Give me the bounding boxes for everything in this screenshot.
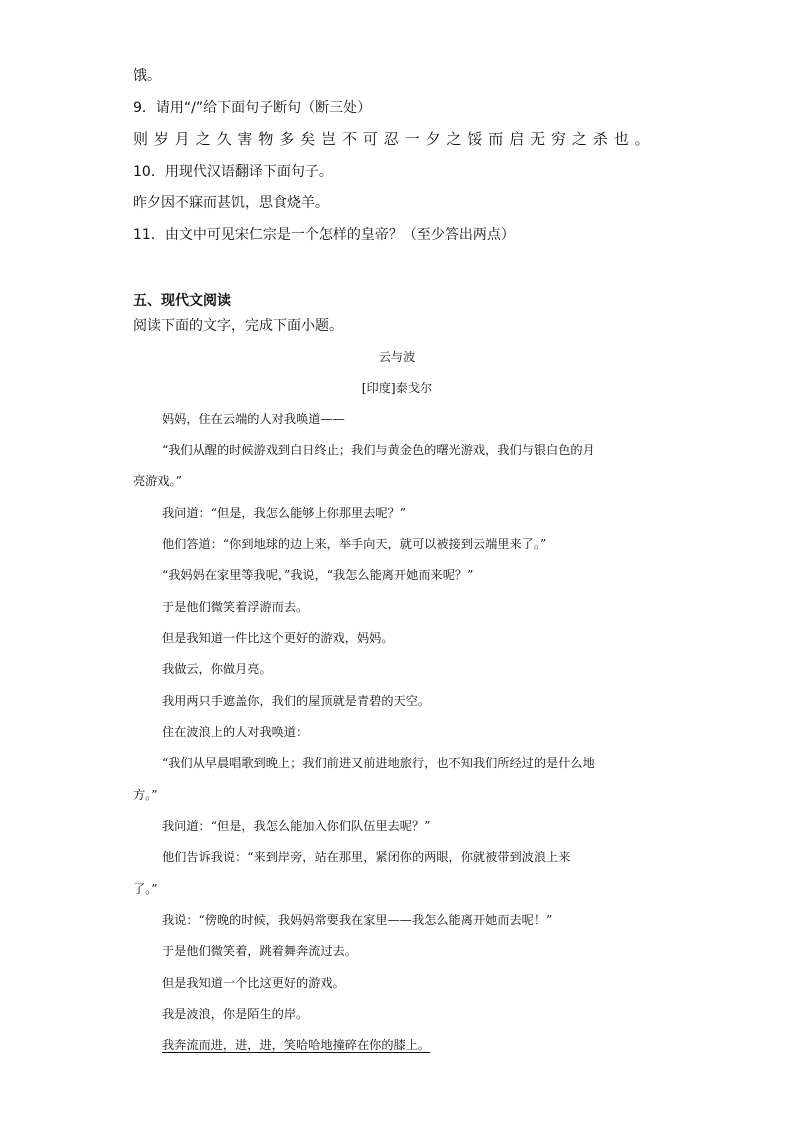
- poem-paragraph-underlined: 我奔流而进，进，进，笑哈哈地撞碎在你的膝上。: [162, 1038, 431, 1052]
- poem-paragraph: 但是我知道一个比这更好的游戏。: [162, 976, 345, 990]
- poem-paragraph: 妈妈，住在云端的人对我唤道——: [162, 412, 345, 426]
- section-instruction: 阅读下面的文字，完成下面小题。: [133, 318, 343, 334]
- section-heading: 五、现代文阅读: [133, 293, 231, 309]
- question-10: 10．用现代汉语翻译下面句子。: [133, 164, 333, 180]
- poem-paragraph: “我妈妈在家里等我呢，”我说，“我怎么能离开她而来呢？”: [162, 568, 474, 582]
- question-11: 11．由文中可见宋仁宗是一个怎样的皇帝？（至少答出两点）: [133, 227, 515, 243]
- poem-paragraph: 了。”: [133, 882, 158, 896]
- poem-paragraph: 亮游戏。”: [133, 474, 182, 488]
- question-10-sentence: 昨夕因不寐而甚饥，思食烧羊。: [133, 195, 329, 211]
- poem-paragraph: 他们答道：“你到地球的边上来，举手向天，就可以被接到云端里来了。”: [162, 537, 547, 551]
- question-9-sentence: 则岁月之久害物多矣岂不可忍一夕之馁而启无穷之杀也。: [133, 130, 656, 148]
- poem-author: [印度]泰戈尔: [361, 381, 433, 395]
- poem-paragraph: 我问道：“但是，我怎么能加入你们队伍里去呢？”: [162, 819, 431, 833]
- question-9: 9．请用“/”给下面句子断句（断三处）: [133, 100, 372, 116]
- poem-paragraph: 我做云，你做月亮。: [162, 662, 272, 676]
- poem-paragraph: 于是他们微笑着浮游而去。: [162, 600, 309, 614]
- poem-paragraph: 我是波浪，你是陌生的岸。: [162, 1007, 309, 1021]
- poem-paragraph: 方。”: [133, 788, 158, 802]
- poem-paragraph: 住在波浪上的人对我唤道：: [162, 725, 309, 739]
- poem-paragraph: 他们告诉我说：“来到岸旁，站在那里，紧闭你的两眼，你就被带到波浪上来: [162, 850, 571, 864]
- poem-paragraph: 但是我知道一件比这个更好的游戏，妈妈。: [162, 631, 394, 645]
- poem-paragraph: “我们从醒的时候游戏到白日终止；我们与黄金色的曙光游戏，我们与银白色的月: [162, 443, 595, 457]
- line-ending: 饿。: [133, 68, 161, 84]
- poem-paragraph: 于是他们微笑着，跳着舞奔流过去。: [162, 944, 357, 958]
- poem-paragraph: 我问道：“但是，我怎么能够上你那里去呢？”: [162, 506, 407, 520]
- poem-title: 云与波: [378, 350, 416, 364]
- poem-paragraph: “我们从早晨唱歌到晚上；我们前进又前进地旅行，也不知我们所经过的是什么地: [162, 756, 595, 770]
- poem-paragraph: 我用两只手遮盖你，我们的屋顶就是青碧的天空。: [162, 694, 431, 708]
- poem-paragraph: 我说：“傍晚的时候，我妈妈常要我在家里——我怎么能离开她而去呢！”: [162, 913, 553, 927]
